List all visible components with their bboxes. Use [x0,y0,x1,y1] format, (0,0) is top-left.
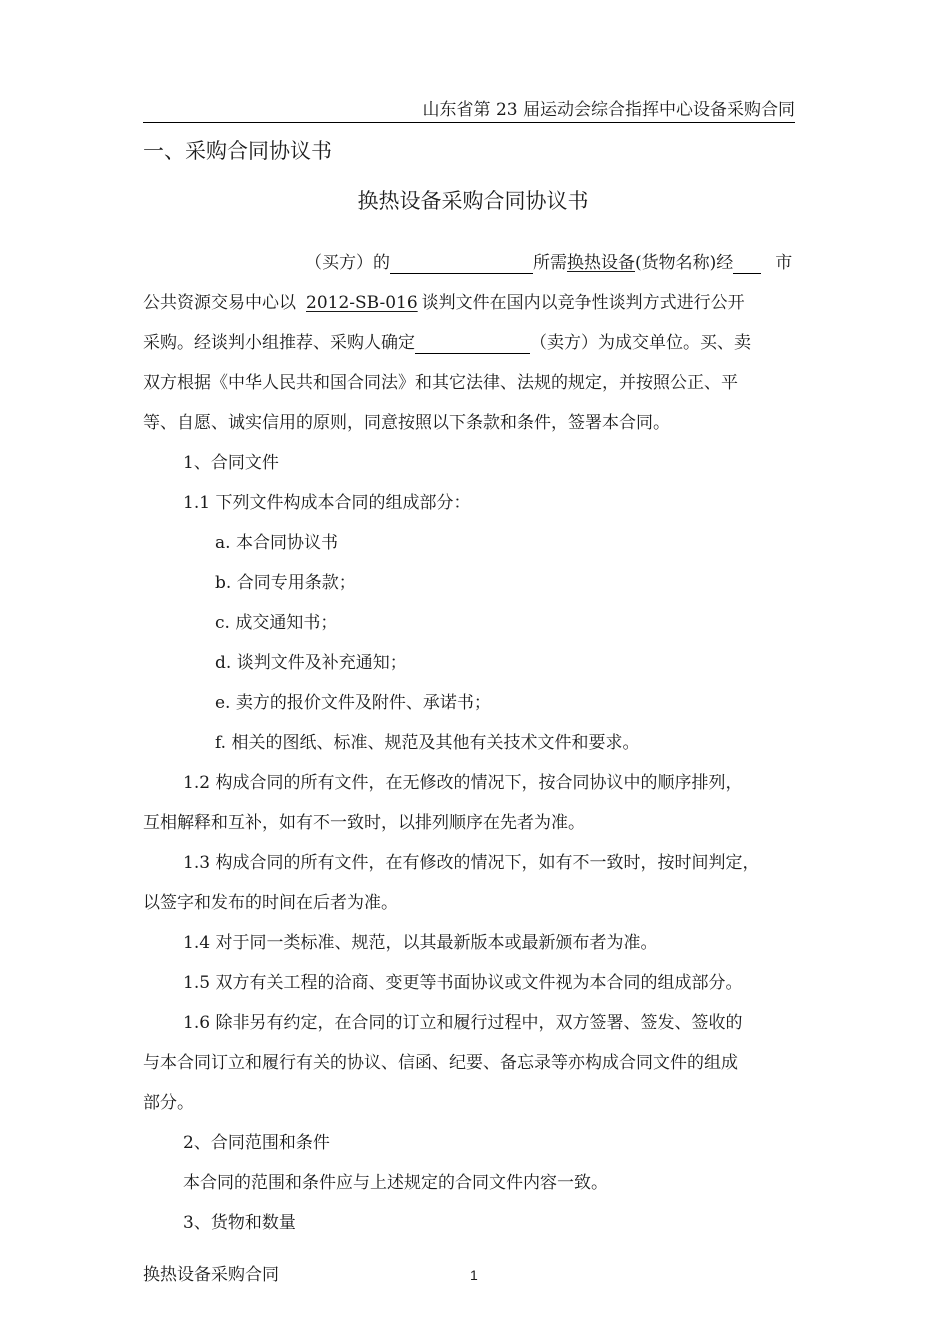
intro-text: 公共资源交易中心以 [143,293,296,313]
buyer-name-blank [390,253,533,274]
clause-1-2-line-2: 互相解释和互补，如有不一致时，以排列顺序在先者为准。 [143,813,585,833]
city-blank [733,253,761,274]
intro-text: （卖方）为成交单位。买、卖 [530,333,751,353]
clause-1-5: 1.5 双方有关工程的洽商、变更等书面协议或文件视为本合同的组成部分。 [183,973,743,993]
intro-line-2 [143,291,745,315]
clause-1-3-line-1: 1.3 构成合同的所有文件，在有修改的情况下，如有不一致时，按时间判定， [183,853,760,873]
page-number: 1 [470,1267,478,1283]
intro-line-3 [143,331,751,355]
intro-needs-text: 所需 [533,253,567,273]
clause-1-heading: 1、合同文件 [183,453,279,473]
goods-name: 换热设备 [567,253,635,273]
clause-3-heading: 3、货物和数量 [183,1213,296,1233]
intro-city-text: 市 [775,253,793,273]
clause-1-6-line-2: 与本合同订立和履行有关的协议、信函、纪要、备忘录等亦构成合同文件的组成 [143,1053,738,1073]
clause-1-6-line-3: 部分。 [143,1093,194,1113]
list-item: c. 成交通知书； [215,613,338,633]
document-title: 换热设备采购合同协议书 [357,189,589,213]
intro-line-4: 双方根据《中华人民共和国合同法》和其它法律、法规的规定，并按照公正、平 [143,373,738,393]
intro-line-5: 等、自愿、诚实信用的原则，同意按照以下条款和条件，签署本合同。 [143,413,670,433]
clause-1-6-line-1: 1.6 除非另有约定，在合同的订立和履行过程中，双方签署、签发、签收的 [183,1013,743,1033]
clause-1-4: 1.4 对于同一类标准、规范，以其最新版本或最新颁布者为准。 [183,933,658,953]
seller-name-blank [415,333,530,354]
intro-text: 采购。经谈判小组推荐、采购人确定 [143,333,415,353]
section-title: 一、采购合同协议书 [143,139,332,163]
footer-document-name: 换热设备采购合同 [143,1265,279,1285]
list-item: b. 合同专用条款； [215,573,356,593]
clause-2-heading: 2、合同范围和条件 [183,1133,330,1153]
intro-buyer-label: （买方）的 [305,253,390,273]
clause-2-text: 本合同的范围和条件应与上述规定的合同文件内容一致。 [183,1173,608,1193]
list-item: d. 谈判文件及补充通知； [215,653,407,673]
running-header: 山东省第 23 届运动会综合指挥中心设备采购合同 [143,98,795,123]
clause-1-1: 1.1 下列文件构成本合同的组成部分： [183,493,471,513]
intro-line-1 [305,251,792,275]
list-item: f. 相关的图纸、标准、规范及其他有关技术文件和要求。 [215,733,640,753]
list-item: a. 本合同协议书 [215,533,338,553]
clause-1-2-line-1: 1.2 构成合同的所有文件，在无修改的情况下，按合同协议中的顺序排列， [183,773,743,793]
intro-text: 谈判文件在国内以竞争性谈判方式进行公开 [421,293,745,313]
clause-1-3-line-2: 以签字和发布的时间在后者为准。 [143,893,398,913]
tender-code: 2012-SB-016 [306,293,418,313]
list-item: e. 卖方的报价文件及附件、承诺书； [215,693,491,713]
intro-goods-label: (货物名称)经 [635,253,734,273]
